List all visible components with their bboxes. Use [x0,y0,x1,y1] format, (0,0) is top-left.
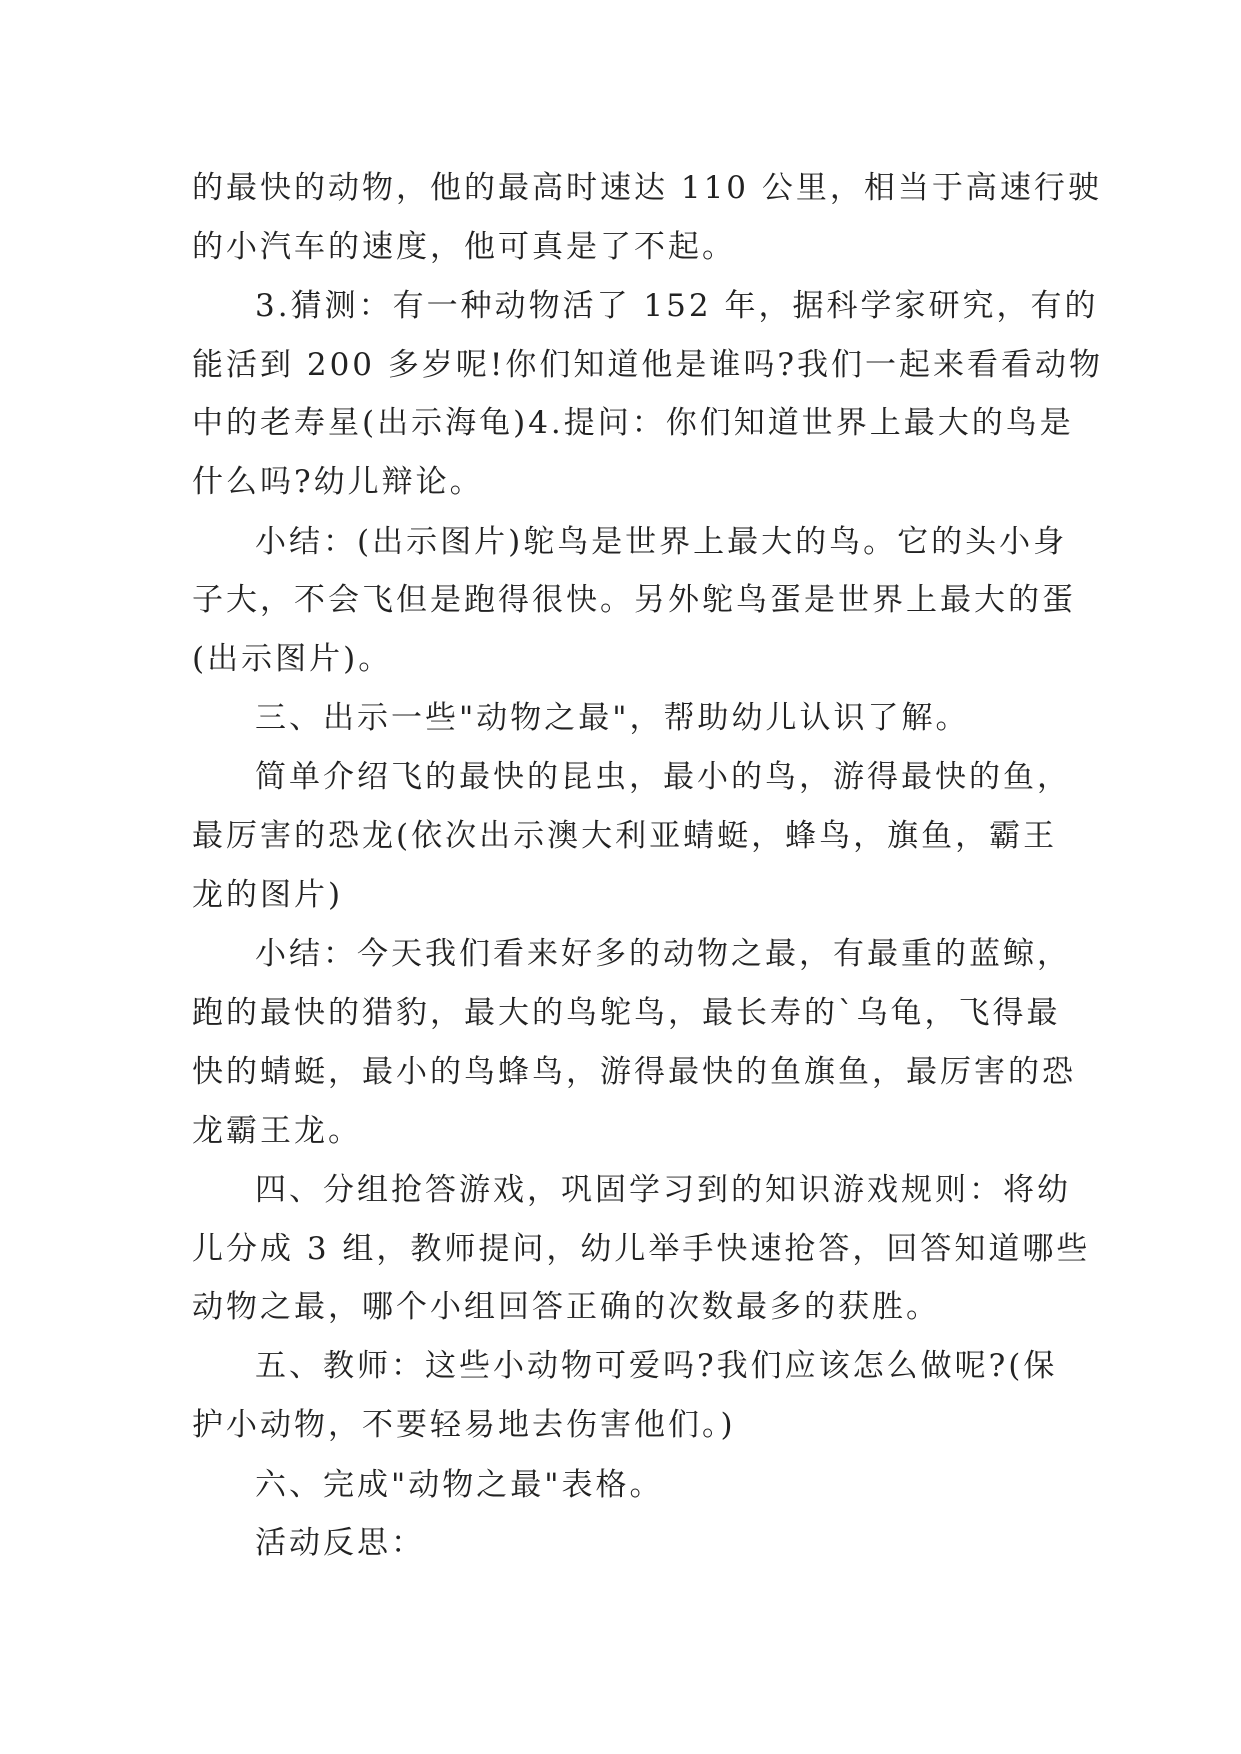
text-line: 动物之最，哪个小组回答正确的次数最多的获胜。 [192,1289,940,1325]
text-line: 能活到 200 多岁呢!你们知道他是谁吗?我们一起来看看动物 [192,347,1103,383]
text-line: 跑的最快的猎豹，最大的鸟鸵鸟，最长寿的`乌龟，飞得最 [192,995,1061,1031]
text-line: 四、分组抢答游戏，巩固学习到的知识游戏规则：将幼 [255,1172,1071,1208]
text-line: 活动反思： [255,1525,425,1561]
text-line: 三、出示一些"动物之最"，帮助幼儿认识了解。 [255,700,970,736]
text-line: 3.猜测：有一种动物活了 152 年，据科学家研究，有的 [255,288,1099,324]
text-line: 护小动物，不要轻易地去伤害他们。) [192,1407,736,1443]
text-line: (出示图片)。 [192,641,393,677]
text-line: 的最快的动物，他的最高时速达 110 公里，相当于高速行驶 [192,170,1102,206]
text-line: 小结：今天我们看来好多的动物之最，有最重的蓝鲸， [255,936,1071,972]
text-line: 简单介绍飞的最快的昆虫，最小的鸟，游得最快的鱼， [255,759,1071,795]
text-line: 最厉害的恐龙(依次出示澳大利亚蜻蜓，蜂鸟，旗鱼，霸王 [192,818,1058,854]
text-line: 六、完成"动物之最"表格。 [255,1467,664,1503]
text-line: 龙霸王龙。 [192,1113,362,1149]
text-line: 小结：(出示图片)鸵鸟是世界上最大的鸟。它的头小身 [255,524,1068,560]
text-line: 五、教师：这些小动物可爱吗?我们应该怎么做呢?(保 [255,1348,1058,1384]
text-line: 的小汽车的速度，他可真是了不起。 [192,229,736,265]
text-line: 儿分成 3 组，教师提问，幼儿举手快速抢答，回答知道哪些 [192,1231,1091,1267]
text-line: 子大，不会飞但是跑得很快。另外鸵鸟蛋是世界上最大的蛋 [192,582,1076,618]
text-line: 龙的图片) [192,877,344,913]
text-line: 什么吗?幼儿辩论。 [192,464,484,500]
text-line: 中的老寿星(出示海龟)4.提问：你们知道世界上最大的鸟是 [192,405,1074,441]
text-line: 快的蜻蜓，最小的鸟蜂鸟，游得最快的鱼旗鱼，最厉害的恐 [192,1054,1076,1090]
